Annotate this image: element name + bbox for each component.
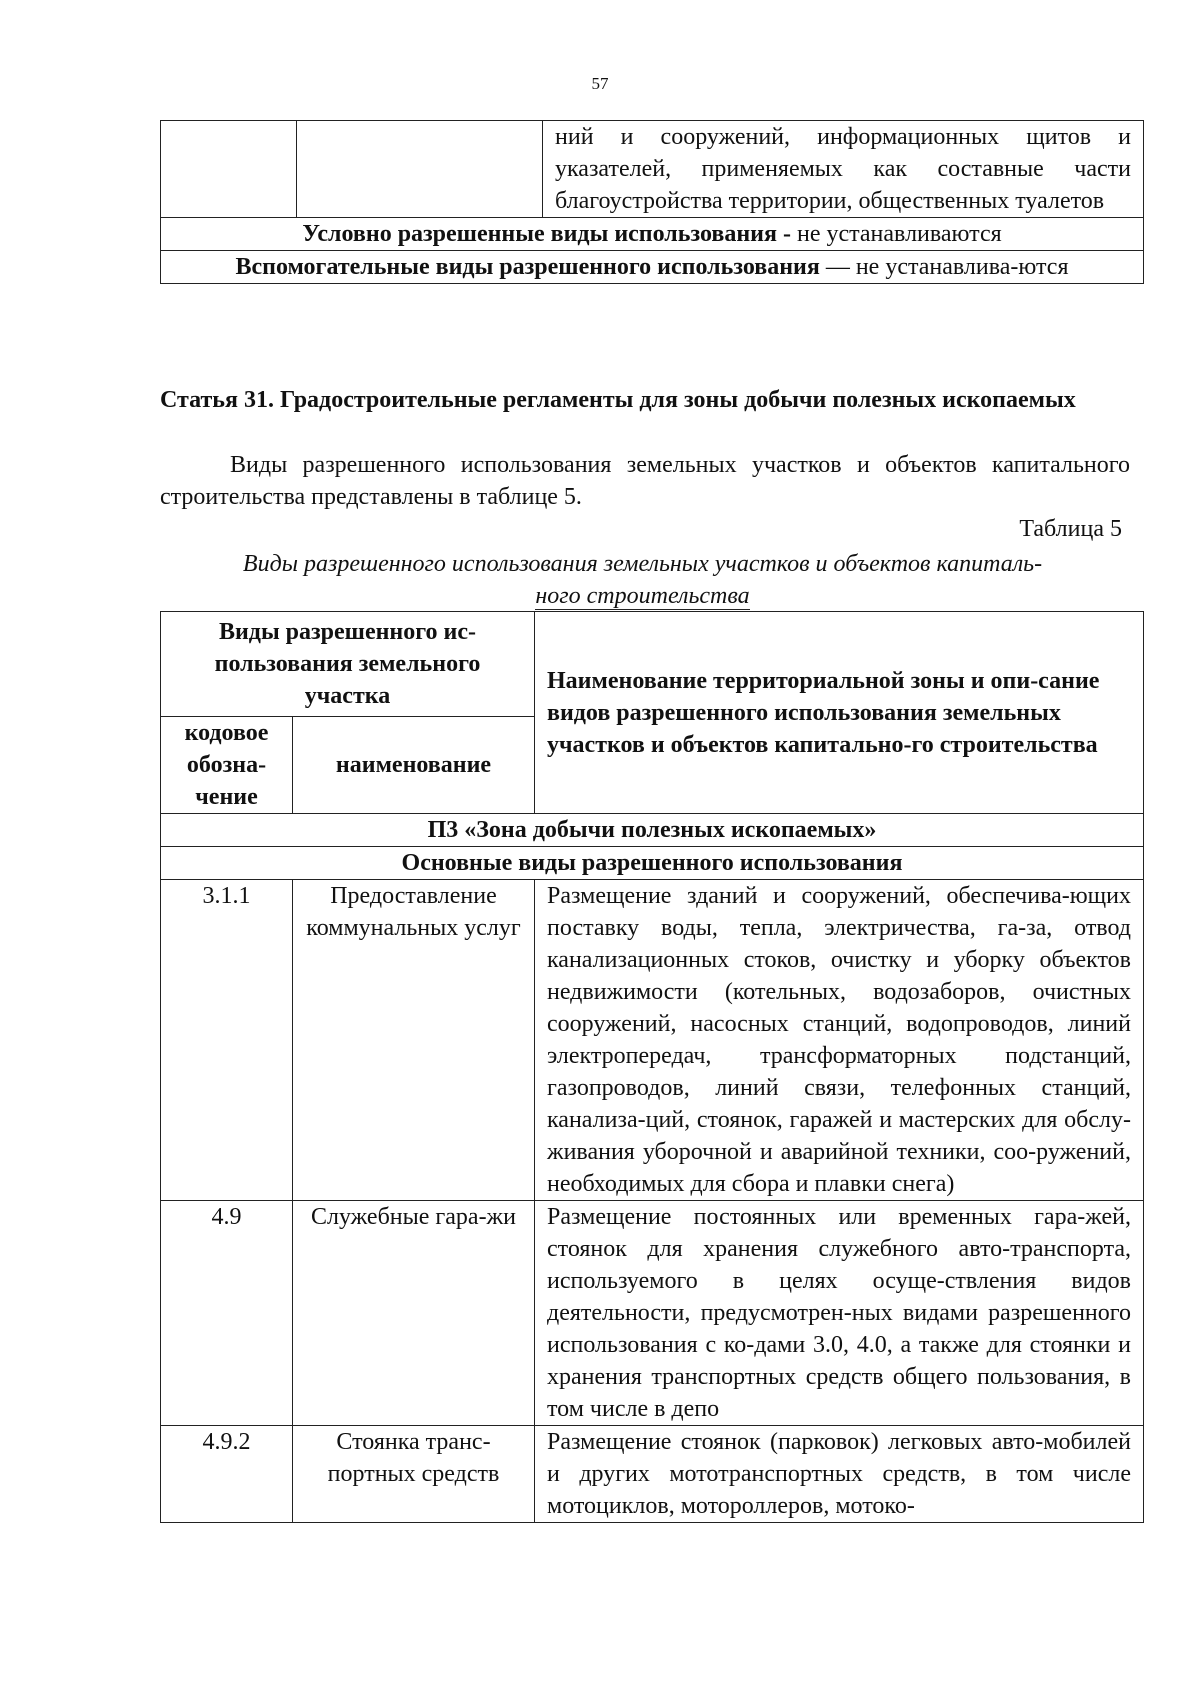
header-group: Виды разрешенного ис-пользования земельного участка <box>161 612 535 717</box>
row-description: Размещение постоянных или временных гара-жей, стоянок для хранения служебного авто-транспорта, используемого в целях осуще-ствления видов деятельности, предусмотрен-ных видами разрешенного использования с ко-дами 3.0, 4.0, а также для стоянки и хранения транспортных средств общего пользования, в том числе в депо <box>535 1201 1144 1426</box>
table-caption-line1: Виды разрешенного использования земельных участков и объектов капиталь- <box>242 551 1043 577</box>
zone-row <box>161 814 1144 847</box>
land-use-table <box>160 611 1144 1523</box>
table-caption-line2: ного строительства <box>535 583 750 609</box>
row-code: 4.9.2 <box>161 1426 293 1523</box>
table-row <box>161 251 1144 284</box>
header-name: наименование <box>293 717 535 814</box>
header-code: кодовое обозна-чение <box>161 717 293 814</box>
empty-cell <box>161 121 297 218</box>
section-row <box>161 847 1144 880</box>
intro-paragraph: Виды разрешенного использования земельных участков и объектов капитального строительства представлены в таблице 5. <box>160 452 1130 510</box>
conditional-uses-row <box>161 218 1144 251</box>
row-name: Служебные гара-жи <box>293 1201 535 1426</box>
continued-table <box>160 120 1144 284</box>
row-description: Размещение зданий и сооружений, обеспечива-ющих поставку воды, тепла, электричества, га-за, отвод канализационных стоков, очистку и уборку объектов недвижимости (котельных, водозаборов, очистных сооружений, насосных станций, водопроводов, линий электропередач, трансформаторных подстанций, газопроводов, линий связи, телефонных станций, канализа-ций, стоянок, гаражей и мастерских для обслу-живания уборочной и аварийной техники, соо-ружений, необходимых для сбора и плавки снега) <box>535 880 1144 1201</box>
row-name: Предоставление коммунальных услуг <box>293 880 535 1201</box>
row-code: 3.1.1 <box>161 880 293 1201</box>
header-description: Наименование территориальной зоны и опи-сание видов разрешенного использования земельных участков и объектов капитально-го строительства <box>535 612 1144 814</box>
auxiliary-uses-row <box>161 251 1144 284</box>
row-code: 4.9 <box>161 1201 293 1426</box>
conditional-uses-label: Условно разрешенные виды использования - <box>302 221 791 247</box>
auxiliary-uses-label: Вспомогательные виды разрешенного использования <box>235 254 820 280</box>
continued-description: ний и сооружений, информационных щитов и указателей, применяемых как составные части благоустройства территории, общественных туалетов <box>543 121 1144 218</box>
table-row <box>161 121 1144 218</box>
row-description: Размещение стоянок (парковок) легковых авто-мобилей и других мототранспортных средств, в том числе мотоциклов, мотороллеров, мотоко- <box>535 1426 1144 1523</box>
conditional-uses-value: не устанавливаются <box>790 221 1002 247</box>
section-title: Основные виды разрешенного использования <box>161 847 1144 880</box>
table-row <box>161 880 1144 1201</box>
row-name: Стоянка транс-портных средств <box>293 1426 535 1523</box>
table-row <box>161 1426 1144 1523</box>
table-row <box>161 218 1144 251</box>
auxiliary-uses-value: — не устанавлива-ются <box>819 254 1069 280</box>
empty-cell <box>297 121 543 218</box>
article-heading: Статья 31. Градостроительные регламенты для зоны добычи полезных ископаемых <box>160 387 1076 413</box>
zone-title: П3 «Зона добычи полезных ископаемых» <box>161 814 1144 847</box>
table-caption <box>150 548 1135 612</box>
page-number: 57 <box>591 74 609 93</box>
table-row <box>161 1201 1144 1426</box>
header-row <box>161 612 1144 717</box>
table-label: Таблица 5 <box>1019 516 1122 542</box>
